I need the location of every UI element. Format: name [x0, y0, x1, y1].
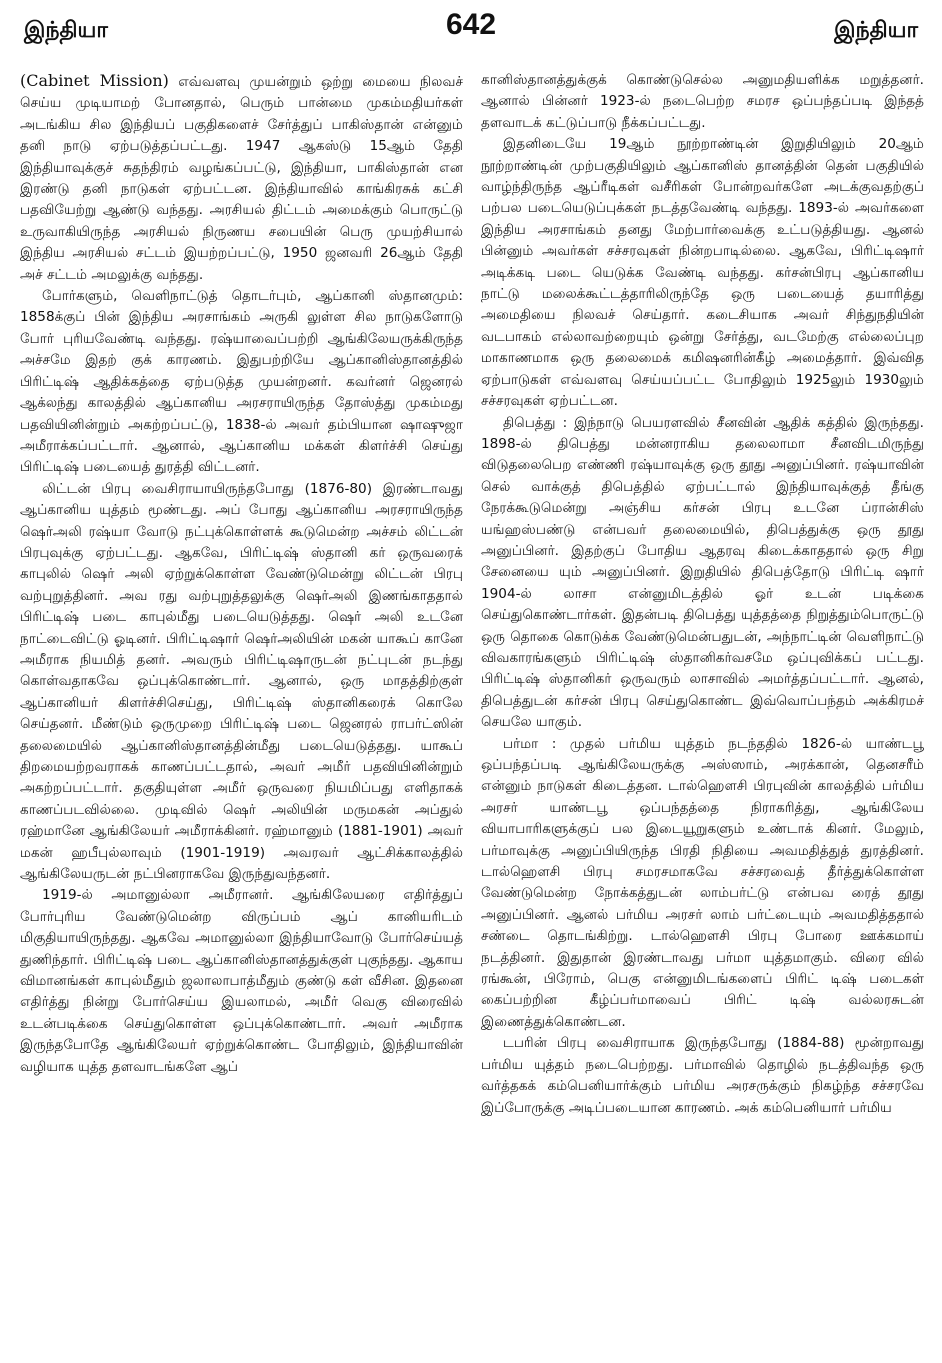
page-number: 642: [445, 8, 497, 41]
running-head-left: இந்தியா: [24, 18, 108, 43]
left-column: [20, 70, 463, 1358]
paragraph: லிட்டன் பிரபு வைசிராயாயிருந்தபோது (1876-80) இரண்டாவது ஆப்கானிய யுத்தம் மூண்டது. அப் போது ஆப்கானிய அரசராயிருந்த ஷெர்அலி ரஷ்யா வோடு நட்புக்கொள்ளக் கூடுமென்ற அச்சம் லிட்டன் பிரபுவுக்கு ஏற்பட்டது. ஆகவே, பிரிட்டிஷ் ஸ்தானி கர் ஒருவரைக் காபுலில் ஷெர் அலி ஏற்றுக்கொள்ள வேண்டுமென்று லிட்டன் பிரபு வற்புறுத்தினர். அவ ரது வற்புறுத்தலுக்கு ஷெர்அலி இணங்காததால் பிரிட்டிஷ் படை காபுல்மீது படையெடுத்தது. ஷெர் அலி உடனே நாட்டைவிட்டு ஓடினர். பிரிட்டிஷார் ஷெர்அலியின் மகன் யாகூப் கானே அமீராக நியமித் தனர். அவரும் பிரிட்டிஷாருடன் நட்புடன் நடந்து கொள்வதாகவே ஒப்புக்கொண்டார். ஆனால், ஒரு மாதத்திற்குள் ஆப்கானியர் கிளர்ச்சிசெய்து, பிரிட்டிஷ் ஸ்தானிகரைக் கொலே செய்தனர். மீண்டும் ஒருமுறை பிரிட்டிஷ் படை ஜெனரல் ராபர்ட்ஸின் தலைமையில் ஆப்கானிஸ்தானத்தின்மீது படையெடுத்தது. யாகூப் திறமையற்றவராகக் காணப்பட்டதால், அவர் அமீர் பதவியினின்றும் அகற்றப்பட்டார். தகுதியுள்ள அமீர் ஒருவரை நியமிப்பது எளிதாகக் காணப்படவில்லை. முடிவில் ஷெர் அலியின் மருமகன் அப்துல் ரஹ்மானே ஆங்கிலேயர் அமீராக்கினர். ரஹ்மானும் (1881-1901) அவர் மகன் ஹபீபுல்லாவும் (1901-1919) அவரவர் ஆட்சிக்காலத்தில் ஆங்கிலேயருடன் நட்பினராகவே இருந்துவந்தனர்.: [20, 480, 463, 883]
cabinet-mission-lead: (Cabinet Mission): [20, 71, 169, 90]
paragraph: [20, 70, 463, 286]
section-label-tibet: திபெத்து :: [503, 414, 568, 431]
paragraph: டபரின் பிரபு வைசிராயாக இருந்தபோது (1884-88) மூன்றாவது பர்மிய யுத்தம் நடைபெற்றது. பர்மாவில் தொழில் நடத்திவந்த ஒரு வர்த்தகக் கம்பெனியார்க்கும் பர்மிய அரசருக்கும் நிகழ்ந்த சச்சரவே இப்போருக்கு அடிப்படையான காரணம். அக் கம்பெனியார் பர்மிய: [481, 1035, 924, 1116]
paragraph: கானிஸ்தானத்துக்குக் கொண்டுசெல்ல அனுமதியளிக்க மறுத்தனர். ஆனால் பின்னர் 1923-ல் நடைபெற்ற சமரச ஒப்பந்தப்படி இந்தத் தளவாடக் கட்டுப்பாடு நீக்கப்பட்டது.: [481, 72, 924, 131]
paragraph: போர்களும், வெளிநாட்டுத் தொடர்பும், ஆப்கானி ஸ்தானமும்: 1858க்குப் பின் இந்திய அரசாங்கம் அருகி லுள்ள சில நாடுகளோடு போர் புரியவேண்டி வந்தது. ரஷ்யாவைப்பற்றி ஆங்கிலேயருக்கிருந்த அச்சமே இதற் குக் காரணம். இதுபற்றியே ஆப்கானிஸ்தானத்தில் பிரிட்டிஷ் ஆதிக்கத்தை ஏற்படுத்த முயன்றனர். கவர்னர் ஜெனரல் ஆக்லந்து காலத்தில் ஆப்கானிய அரசராயிருந்த தோஸ்த்து முகம்மது பதவியினின்றும் அகற்றப்பட்டு, 1838-ல் அவர் தம்பியான ஷாஷுஜா அமீராக்கப்பட்டார். ஆனால், ஆப்கானிய மக்கள் கிளர்ச்சி செய்து பிரிட்டிஷ் படையைத் துரத்தி விட்டனர்.: [20, 288, 463, 476]
paragraph: [481, 734, 924, 1034]
section-label-burma: பர்மா :: [503, 735, 557, 752]
paragraph-text: முதல் பர்மிய யுத்தம் நடந்ததில் 1826-ல் யாண்டபூ ஒப்பந்தப்படி ஆங்கிலேயருக்கு அஸ்ஸாம், அரக்கான், தெனசரீம் என்னும் நாடுகள் கிடைத்தன. டால்ஹௌசி பிரபுவின் காலத்தில் பர்மிய அரசர் யாண்டபூ ஒப்பந்தத்தை நிராகரித்து, ஆங்கிலேய வியாபாரிகளுக்குப் பல இடையூறுகளும் உண்டாக் கினர். மேலும், பர்மாவுக்கு அனுப்பியிருந்த பிரதி நிதியை அவமதித்துத் துரத்தினர். டால்ஹௌசி பிரபு சமரசமாகவே சச்சரவைத் தீர்த்துக்கொள்ள வேண்டுமென்ற நோக்கத்துடன் லாம்பர்ட்டு என்பவ ரைத் தூது அனுப்பினர். ஆனல் பர்மிய அரசர் லாம் பர்ட்டையும் அவமதித்ததால் சண்டை தொடங்கிற்று. டால்ஹௌசி பிரபு போரை ஊக்கமாய் நடத்தினர். இதுதான் இரண்டாவது பர்மா யுத்தமாகும். விரை வில் ரங்கூன், பிரோம், பெகு என்னுமிடங்களைப் பிரிட் டிஷ் படைகள் கைப்பற்றின கீழ்ப்பர்மாவைப் பிரிட் டிஷ் வல்லரசுடன் இணைத்துக்கொண்டன.: [481, 735, 924, 1030]
page-header: [14, 8, 928, 68]
paragraph-text: இந்நாடு பெயரளவில் சீனவின் ஆதிக் கத்தில் இருந்தது. 1898-ல் திபெத்து மன்னராகிய தலைலாமா சீனவிடமிருந்து விடுதலைபெற எண்ணி ரஷ்யாவுக்கு ஒரு தூது அனுப்பினர். ரஷ்யாவின் செல் வாக்குத் திபெத்தில் ஏற்பட்டால் இந்தியாவுக்குத் தீங்கு நேரக்கூடுமென்று அஞ்சிய கர்சன் பிரபு உடனே ப்ரான்சிஸ் யங்ஹஸ்பண்டு என்பவர் தலைமையில், திபெத்துக்கு ஒரு தூது அனுப்பினர். இதற்குப் போதிய ஆதரவு கிடைக்காததால் ஒரு சிறு சேனையை யும் அனுப்பினர். இறுதியில் திபெத்தோடு பிரிட்டி ஷார் 1904-ல் லாசா என்னுமிடத்தில் ஓர் உடன் படிக்கை செய்துகொண்டார்கள். இதன்படி திபெத்து யுத்தத்தை நிறுத்தும்பொருட்டு ஒரு தொகை கொடுக்க வேண்டுமென்பதுடன், அந்நாட்டின் வெளிநாட்டு விவகாரங்களும் பிரிட்டிஷ் ஸ்தானிகர்வசமே ஒப்புவிக்கப் பட்டது. பிரிட்டிஷ் ஸ்தானிகர் ஒருவரும் லாசாவில் அமர்த்தப்பட்டார். ஆனல், திபெத்துடன் கர்சன் பிரபு செய்துகொண்ட இவ்வொப்பந்தம் அக்கிரமச் செயலே யாகும்.: [481, 414, 924, 731]
running-head-right: இந்தியா: [834, 18, 918, 43]
paragraph-text: எவ்வளவு முயன்றும் ஒற்று மையை நிலவச் செய்ய முடியாமற் போனதால், பெரும் பான்மை முகம்மதியர்கள் அடங்கிய சில இந்தியப் பகுதிகளைச் சேர்த்துப் பாகிஸ்தான் என்னும் தனி நாடு ஏற்படுத்தப்பட்டது. 1947 ஆகஸ்டு 15ஆம் தேதி இந்தியாவுக்குச் சுதந்திரம் வழங்கப்பட்டு, இந்தியா, பாகிஸ்தான் என இரண்டு தனி நாடுகள் ஏற்பட்டன. இந்தியாவில் காங்கிரசுக் கட்சி பதவியேற்று ஆண்டு வந்தது. அரசியல் திட்டம் அமைக்கும் பொருட்டு உருவாகியிருந்த அரசியல் நிருணய சபையின் பெரு முயற்சியால் இந்திய அரசியல் சட்டம் இயற்றப்பட்டு, 1950 ஜனவரி 26ஆம் தேதி அச் சட்டம் அமலுக்கு வந்தது.: [20, 74, 463, 283]
paragraph: 1919-ல் அமானுல்லா அமீரானர். ஆங்கிலேயரை எதிர்த்துப் போர்புரிய வேண்டுமென்ற விருப்பம் ஆப் கானியரிடம் மிகுதியாயிருந்தது. ஆகவே அமானுல்லா இந்தியாவோடு போர்செய்யத் துணிந்தார். பிரிட்டிஷ் படை ஆப்கானிஸ்தானத்துக்குள் புகுந்தது. ஆகாய விமானங்கள் காபுல்மீதும் ஜலாலாபாத்மீதும் குண்டு கள் வீசின. இதனை எதிர்த்து நின்று போர்செய்ய இயலாமல், அமீர் வெகு விரைவில் உடன்படிக்கை செய்துகொள்ள ஒப்புக்கொண்டார். அவர் அமீராக இருந்தபோதே ஆங்கிலேயர் ஏற்றுக்கொண்ட போதிலும், இந்தியாவின் வழியாக யுத்த தளவாடங்களே ஆப்: [20, 887, 463, 1075]
right-column: [481, 70, 924, 1358]
text-columns: [14, 70, 928, 1358]
paragraph: இதனிடையே 19ஆம் நூற்றாண்டின் இறுதியிலும் 20ஆம் நூற்றாண்டின் முற்பகுதியிலும் ஆப்கானிஸ் தானத்தின் தென் பகுதியில் வாழ்ந்திருந்த ஆப்ரீடிகள் வசீரிகள் போன்றவர்களே அடக்குவதற்குப் பற்பல படையெடுப்புக்கள் நடத்தவேண்டி வந்தது. 1893-ல் அவர்களை இந்திய அரசாங்கம் தனது மேற்பார்வைக்கு உட்படுத்தியது. ஆனல் பின்னும் அவர்கள் சச்சரவுகள் நின்றபாடில்லை. ஆகவே, பிரிட்டிஷார் அடிக்கடி படை யெடுக்க வேண்டி வந்தது. கர்சன்பிரபு ஆப்கானிய நாட்டு மலைக்கூட்டத்தாரிலிருந்தே ஒரு படையைத் தயாரித்து அமைதியை நிலவச் செய்தார். கடைசியாக அவர் சிந்துநதியின் வடபாகம் எல்லாவற்றையும் ஒன்று சேர்த்து, வடமேற்கு எல்லைப்புற மாகாணமாக ஒரு தலைமைக் கமிஷனரின்கீழ் அமைத்தார். இவ்வித ஏற்பாடுகள் எவ்வளவு செய்யப்பட்ட போதிலும் 1925லும் 1930லும் சச்சரவுகள் ஏற்பட்டன.: [481, 136, 924, 410]
paragraph: [481, 413, 924, 734]
